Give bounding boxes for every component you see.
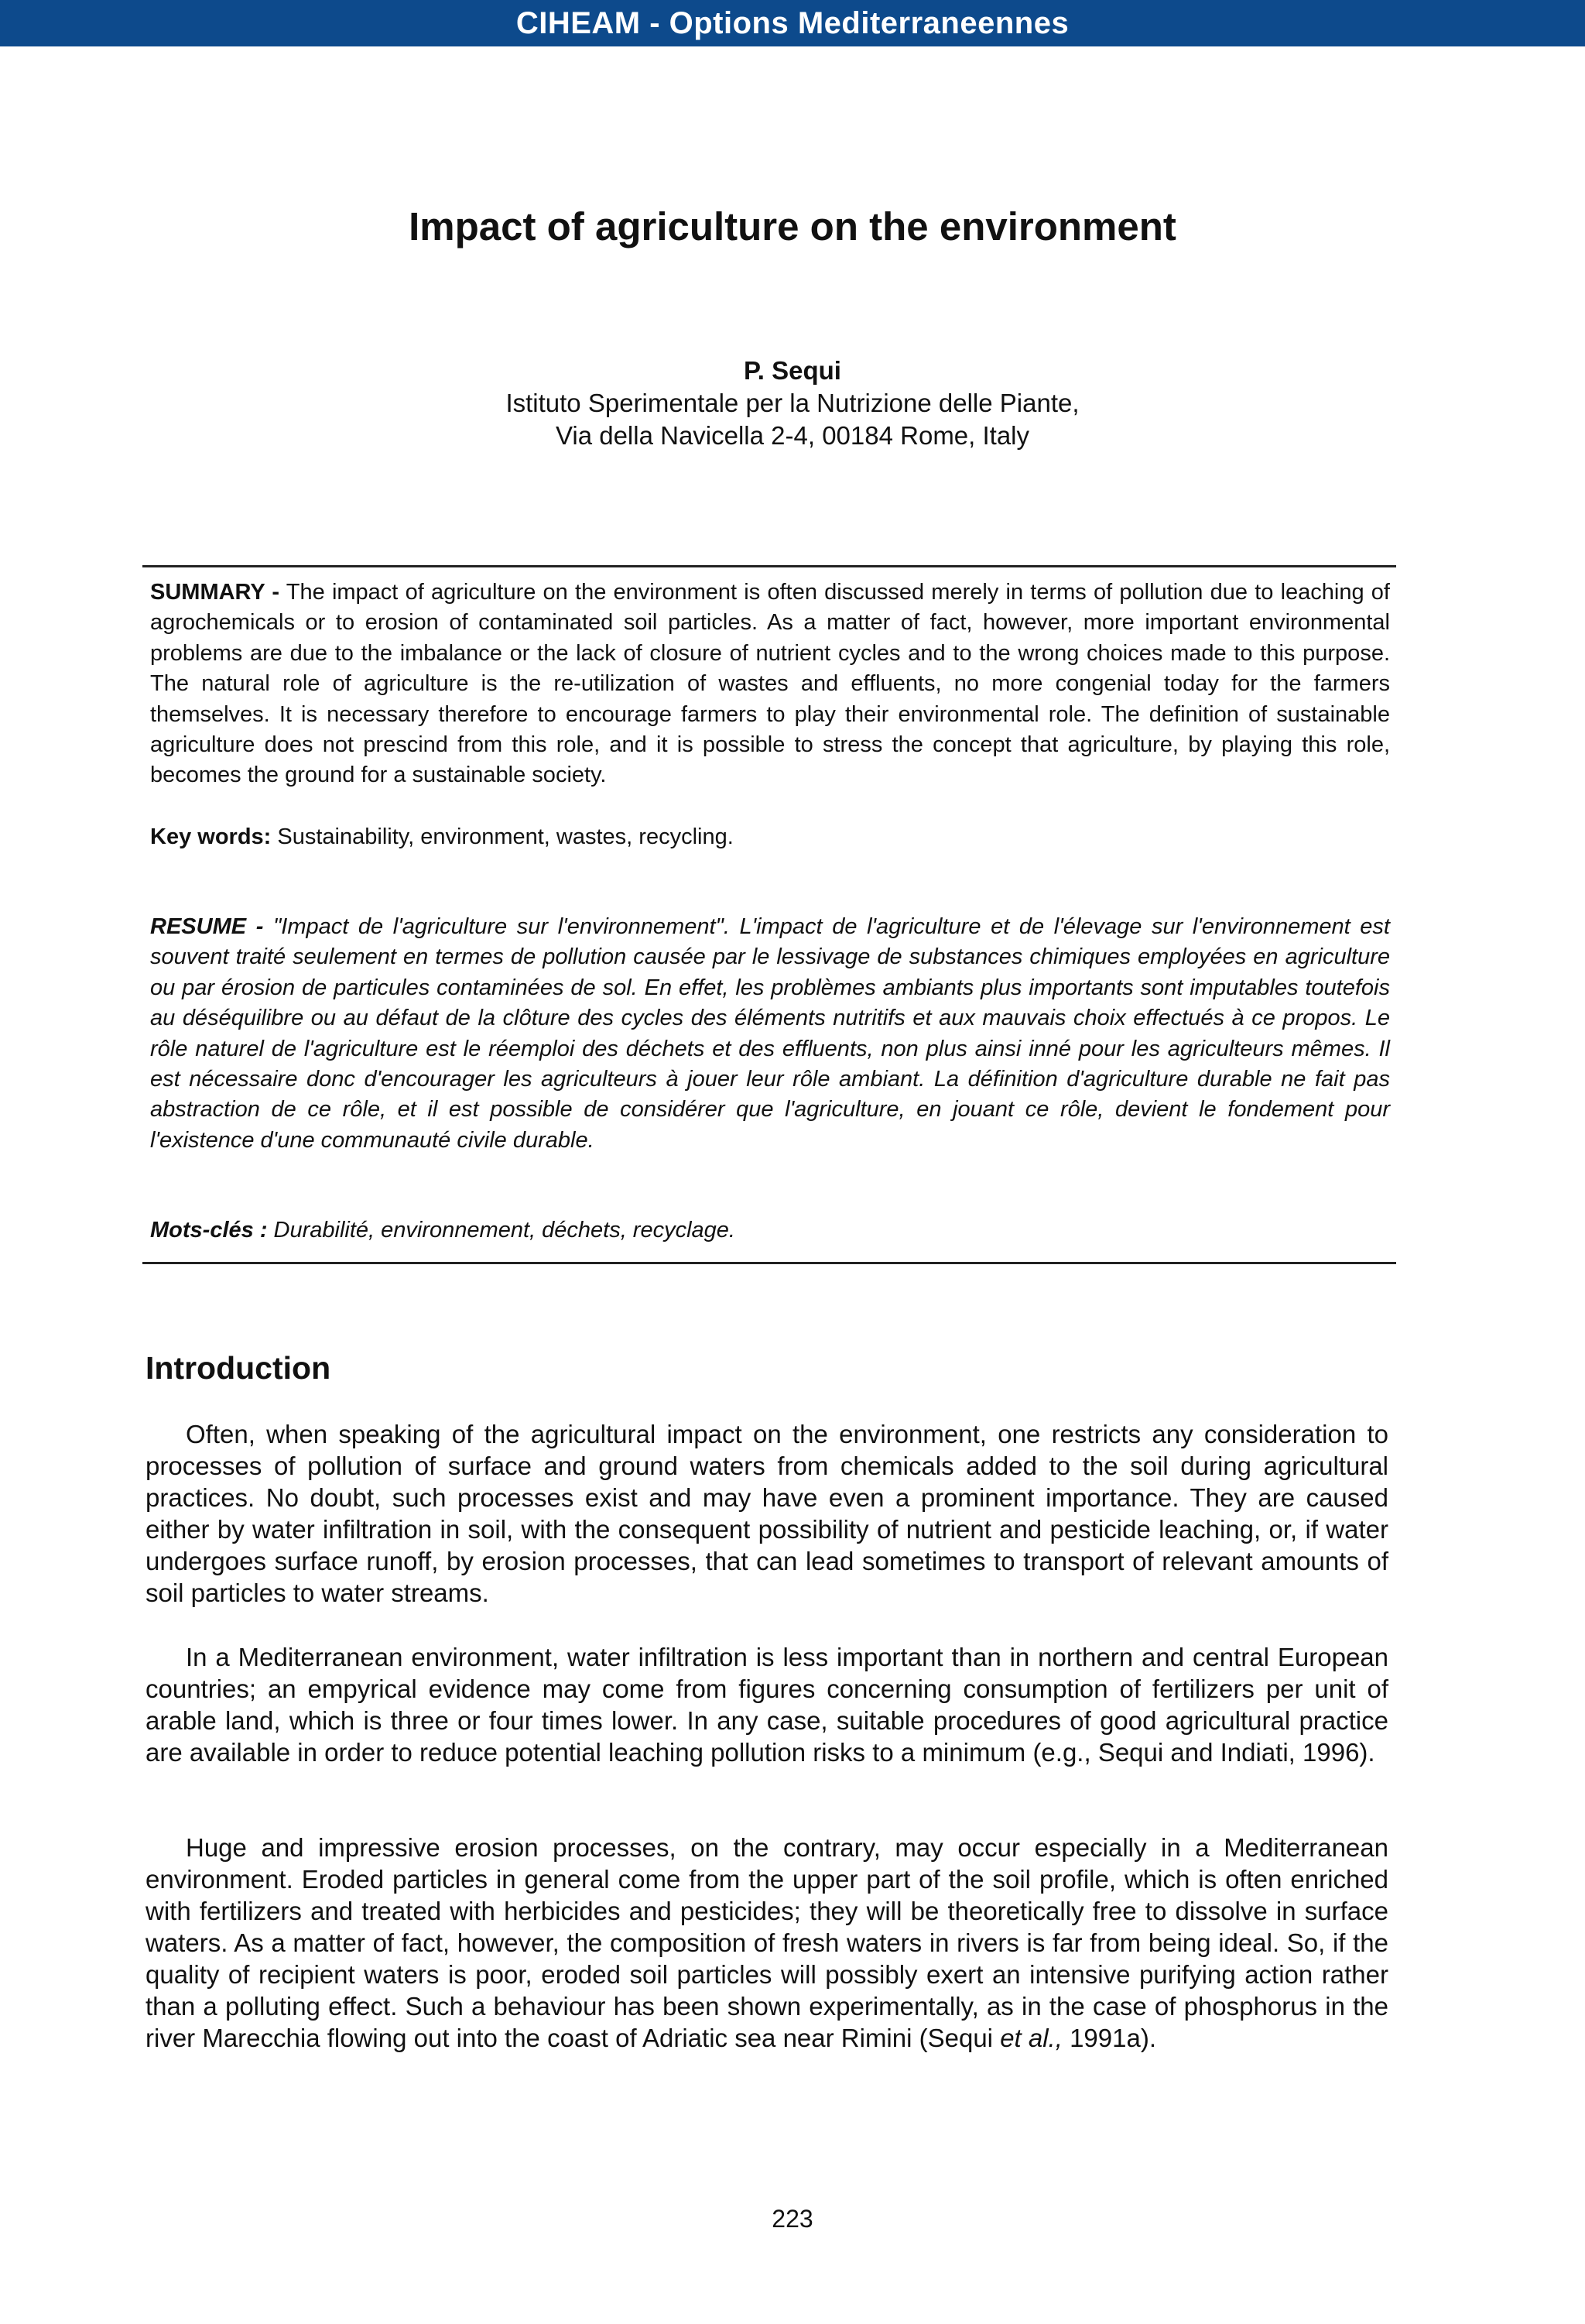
summary-paragraph — [150, 578, 1390, 791]
keywords-text: Sustainability, environment, wastes, recycling. — [277, 824, 734, 849]
mots-cles-line — [150, 1215, 1390, 1246]
resume-paragraph — [150, 912, 1390, 1156]
citation-et-al: et al., — [1000, 2024, 1063, 2052]
author-affiliation: Istituto Sperimentale per la Nutrizione delle Piante, — [505, 389, 1080, 417]
keywords-line — [150, 822, 1390, 852]
resume-text: "Impact de l'agriculture sur l'environnement". L'impact de l'agriculture et de l'élevage sur l'environnement est souvent traité seulement en termes de pollution causée par le lessivage de substances chimiques employées en agriculture ou par érosion de particules contaminées de sol. En effet, les problèmes ambiants plus importants sont imputables toutefois au déséquilibre ou au défaut de la clôture des cycles des éléments nutritifs et aux mauvais choix effectués à ce propos. Le rôle naturel de l'agriculture est le réemploi des déchets et des effluents, non plus ainsi inné pour les agriculteurs mêmes. Il est nécessaire donc d'encourager les agriculteurs à jouer leur rôle ambiant. La définition d'agriculture durable ne fait pas abstraction de ce rôle, et il est possible de considérer que l'agriculture, en jouant ce rôle, devient le fondement pour l'existence d'une communauté civile durable. — [150, 914, 1390, 1153]
keywords-label: Key words: — [150, 824, 272, 849]
author-name: P. Sequi — [744, 356, 841, 385]
abstract-bottom-rule — [142, 1262, 1396, 1264]
intro-paragraph-2: In a Mediterranean environment, water infiltration is less important than in northern and central European countries; an empyrical evidence may come from figures concerning consumption of fertilizers per unit of arable land, which is three or four times lower. In any case, suitable procedures of good agricultural practice are available in order to reduce potential leaching pollution risks to a minimum (e.g., Sequi and Indiati, 1996). — [145, 1643, 1388, 1767]
journal-banner — [0, 0, 1585, 46]
intro-paragraph-3-text: Huge and impressive erosion processes, on the contrary, may occur especially in a Mediterranean environment. Eroded particles in general come from the upper part of the soil profile, which is often enriched with fertilizers and treated with herbicides and pesticides; they will be theoretically free to dissolve in surface waters. As a matter of fact, however, the composition of fresh waters in rivers is far from being ideal. So, if the quality of recipient waters is poor, eroded soil particles will possibly exert an intensive purifying action rather than a polluting effect. Such a behaviour has been shown experimentally, as in the case of phosphorus in the river Marecchia flowing out into the coast of Adriatic sea near Rimini (Sequi — [145, 1833, 1388, 2052]
intro-paragraph-1: Often, when speaking of the agricultural impact on the environment, one restricts any consideration to processes of pollution of surface and ground waters from chemicals added to the soil during agricultural practices. No doubt, such processes exist and may have even a prominent importance. They are caused either by water infiltration in soil, with the consequent possibility of nutrient and pesticide leaching, or, if water undergoes surface runoff, by erosion processes, that can lead sometimes to transport of relevant amounts of soil particles to water streams. — [145, 1420, 1388, 1607]
summary-label: SUMMARY - — [150, 580, 280, 605]
mots-cles-label: Mots-clés : — [150, 1218, 268, 1243]
intro-paragraph-3-end: 1991a). — [1062, 2024, 1156, 2052]
author-address: Via della Navicella 2-4, 00184 Rome, Italy — [555, 421, 1030, 450]
summary-text: The impact of agriculture on the environment is often discussed merely in terms of pollution due to leaching of agrochemicals or to erosion of contaminated soil particles. As a matter of fact, however, more important environmental problems are due to the imbalance or the lack of closure of nutrient cycles and to the wrong choices made to this purpose. The natural role of agriculture is the re-utilization of wastes and effluents, no more congenial today for the farmers themselves. It is necessary therefore to encourage farmers to play their environmental role. The definition of sustainable agriculture does not prescind from this role, and it is possible to stress the concept that agriculture, by playing this role, becomes the ground for a sustainable society. — [150, 580, 1390, 788]
abstract-top-rule — [142, 565, 1396, 567]
author-block — [0, 355, 1585, 452]
paper-title: Impact of agriculture on the environment — [409, 204, 1176, 249]
intro-paragraph-3 — [145, 1832, 1388, 2054]
introduction-heading: Introduction — [145, 1350, 331, 1386]
banner-title: CIHEAM - Options Mediterraneennes — [515, 5, 1070, 40]
mots-cles-text: Durabilité, environnement, déchets, recyclage. — [273, 1218, 735, 1243]
page-number: 223 — [772, 2205, 813, 2233]
resume-label: RESUME - — [150, 914, 264, 939]
